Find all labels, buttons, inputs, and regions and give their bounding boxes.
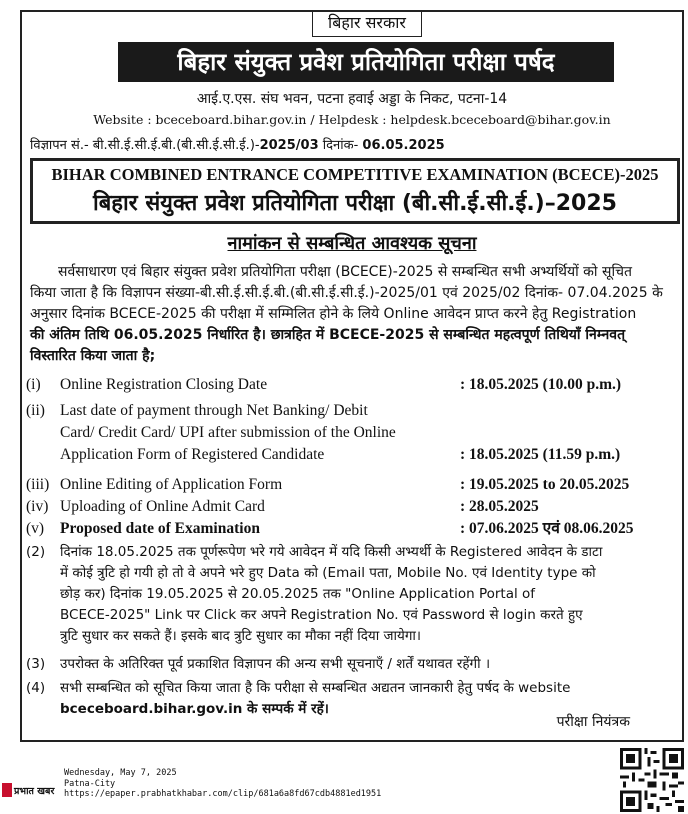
govt-label: बिहार सरकार	[312, 12, 422, 37]
note-text	[60, 542, 680, 647]
note-number: (3)	[26, 656, 46, 672]
exam-title-box	[30, 158, 680, 224]
schedule-label: Online Registration Closing Date	[60, 376, 268, 393]
intro-line: की अंतिम तिथि 06.05.2025 निर्धारित है। छात्रहित में BCECE-2025 से सम्बन्धित महत्वपूर्ण तिथियाँ निम्नवत्	[30, 327, 626, 343]
notice-subject	[22, 231, 682, 255]
note-line: छोड़ कर) दिनांक 19.05.2025 से 20.05.2025 तक "Online Application Portal of	[60, 586, 536, 602]
notice-box	[20, 10, 684, 742]
schedule-number: (iii)	[26, 476, 50, 493]
schedule-number: (i)	[26, 376, 41, 393]
qr-code[interactable]	[620, 748, 684, 812]
schedule-label: Online Editing of Application Form	[60, 476, 283, 493]
adv-label: विज्ञापन सं.- बी.सी.ई.सी.ई.बी.(बी.सी.ई.सी.ई.)-	[30, 138, 260, 153]
note-line: त्रुटि सुधार कर सकते हैं। इसके बाद त्रुटि सुधार का मौका नहीं दिया जायेगा।	[60, 628, 422, 644]
notice-subject-text: नामांकन से सम्बन्धित आवश्यक सूचना	[227, 233, 477, 254]
prabhat-khabar-logo	[2, 783, 58, 797]
logo-text: प्रभात खबर	[14, 786, 55, 797]
clip-date: Wednesday, May 7, 2025	[64, 768, 177, 778]
schedule-value: : 18.05.2025 (11.59 p.m.)	[460, 446, 621, 463]
exam-title-english: BIHAR COMBINED ENTRANCE COMPETITIVE EXAMINATION (BCECE)-2025	[51, 165, 659, 184]
note-line: दिनांक 18.05.2025 तक पूर्णरूपेण भरे गये आवेदन में यदि किसी अभ्यर्थी के Registered आवेदन के डाटा	[60, 544, 603, 560]
note-line: में कोई त्रुटि हो गयी हो तो वे अपने भरे हुए Data को (Email पता, Mobile No. एवं Identity type को	[60, 565, 596, 581]
schedule-label: Proposed date of Examination	[60, 520, 260, 537]
intro-line: किया जाता है कि विज्ञापन संख्या-बी.सी.ई.सी.ई.बी.(बी.सी.ई.सी.ई.)-2025/01 एवं 2025/02 दिनांक- 07.04.2025 के	[30, 285, 663, 301]
note-number: (4)	[26, 680, 46, 696]
clip-info	[64, 768, 381, 800]
schedule-label-line: Last date of payment through Net Banking/ Debit	[60, 402, 368, 419]
schedule-label: Uploading of Online Admit Card	[60, 498, 265, 515]
schedule-value: : 07.06.2025 एवं 08.06.2025	[460, 520, 634, 537]
note-line: उपरोक्त के अतिरिक्त पूर्व प्रकाशित विज्ञापन की अन्य सभी सूचनाएँ / शर्तें यथावत रहेंगी ।	[60, 656, 491, 672]
org-name-banner: बिहार संयुक्त प्रवेश प्रतियोगिता परीक्षा पर्षद	[118, 42, 614, 82]
schedule-value: : 19.05.2025 to 20.05.2025	[460, 476, 630, 493]
clip-url[interactable]: https://epaper.prabhatkhabar.com/clip/681a6a8fd67cdb4881ed1951	[64, 789, 382, 799]
website-helpdesk-line: Website : bceceboard.bihar.gov.in / Helpdesk : helpdesk.bceceboard@bihar.gov.in	[93, 112, 611, 127]
adv-date-label: दिनांक-	[318, 138, 363, 153]
intro-paragraph	[30, 262, 678, 367]
exam-title-hindi: बिहार संयुक्त प्रवेश प्रतियोगिता परीक्षा (बी.सी.ई.सी.ई.)–2025	[93, 191, 617, 216]
note-line: BCECE-2025" Link पर Click कर अपने Registration No. एवं Password से login करते हुए	[60, 607, 583, 623]
schedule-number: (iv)	[26, 498, 49, 515]
adv-date: 06.05.2025	[362, 138, 445, 153]
schedule-label-line: Card/ Credit Card/ UPI after submission of the Online	[60, 424, 396, 441]
logo-mark	[2, 783, 12, 797]
signatory: परीक्षा नियंत्रक	[556, 714, 630, 730]
schedule-label-line: Application Form of Registered Candidate	[60, 446, 325, 463]
note-line: bceceboard.bihar.gov.in के सम्पर्क में रहें।	[60, 701, 329, 717]
clip-city: Patna-City	[64, 778, 116, 789]
intro-line: विस्तारित किया जाता है;	[30, 348, 156, 364]
note-number: (2)	[26, 544, 46, 560]
schedule-value: : 18.05.2025 (10.00 p.m.)	[460, 376, 622, 393]
schedule-value: : 28.05.2025	[460, 498, 539, 515]
intro-line: सर्वसाधारण एवं बिहार संयुक्त प्रवेश प्रतियोगिता परीक्षा (BCECE)-2025 से सम्बन्धित सभी अभ्यर्थियों को सूचित	[58, 264, 632, 280]
note-line: सभी सम्बन्धित को सूचित किया जाता है कि परीक्षा से सम्बन्धित अद्यतन जानकारी हेतु पर्षद के website	[60, 680, 571, 696]
intro-line: अनुसार दिनांक BCECE-2025 की परीक्षा में सम्मिलित होने के लिये Online आवेदन प्राप्त करने हेतु Registration	[30, 306, 637, 322]
schedule-number: (v)	[26, 520, 45, 537]
advertisement-number	[30, 135, 445, 153]
schedule-label	[60, 400, 460, 466]
adv-number: 2025/03	[259, 138, 319, 153]
org-address: आई.ए.एस. संघ भवन, पटना हवाई अड्डा के निकट, पटना-14	[196, 91, 508, 107]
schedule-number: (ii)	[26, 402, 45, 419]
